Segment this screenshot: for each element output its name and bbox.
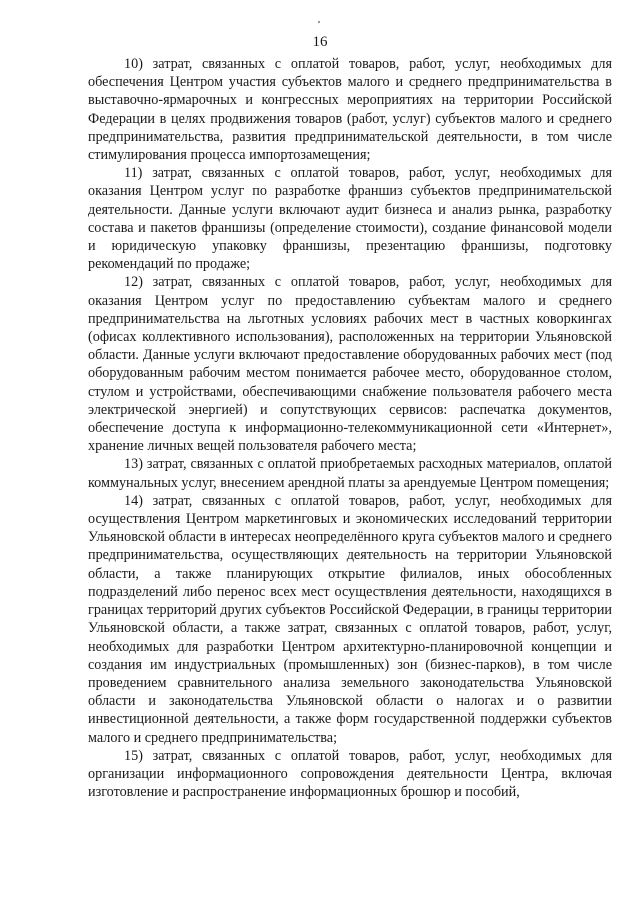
paragraph-item-12: 12) затрат, связанных с оплатой товаров, работ, услуг, необходимых для оказания Центром услуг по предоставлению субъектам малого и среднего предпринимательства на льготных условиях рабочих мест в частных коворкингах (офисах коллективного использования), расположенных на территории Ульяновской области. Данные услуги включают предоставление оборудованных рабочих мест (под оборудованным рабочим местом понимается рабочее место, оборудованное столом, стулом и устройствами, обеспечивающими снабжение пользователя рабочего места электрической энергией) и сопутствующих сервисов: распечатка документов, обеспечение доступа к информационно-телекоммуникационной сети «Интернет», хранение личных вещей пользователя рабочего места;	[88, 274, 612, 455]
document-body	[88, 55, 612, 801]
page-number: 16	[312, 34, 328, 50]
paragraph-item-13: 13) затрат, связанных с оплатой приобретаемых расходных материалов, оплатой коммунальных услуг, внесением арендной платы за арендуемые Центром помещения;	[88, 456, 612, 491]
paragraph-item-11: 11) затрат, связанных с оплатой товаров, работ, услуг, необходимых для оказания Центром услуг по разработке франшиз субъектов предпринимательской деятельности. Данные услуги включают аудит бизнеса и анализ рынка, разработку состава и пакетов франшизы (определение стоимости), создание финансовой модели и юридическую упаковку франшизы, презентацию франшизы, подготовку рекомендаций по продаже;	[88, 165, 612, 273]
paragraph-item-15: 15) затрат, связанных с оплатой товаров, работ, услуг, необходимых для организации информационного сопровождения деятельности Центра, включая изготовление и распространение информационных брошюр и пособий,	[88, 747, 612, 801]
paragraph-item-14: 14) затрат, связанных с оплатой товаров, работ, услуг, необходимых для осуществления Центром маркетинговых и экономических исследований территории Ульяновской области в интересах неопределённого круга субъектов малого и среднего предпринимательства, осуществляющих деятельность на территории Ульяновской области, а также планирующих открытие филиалов, иных обособленных подразделений либо перенос всех мест осуществления деятельности, находящихся в границах территорий других субъектов Российской Федерации, в границы территории Ульяновской области, а также затрат, связанных с оплатой товаров, работ, услуг, необходимых для разработки Центром архитектурно-планировочной концепции и создания им индустриальных (промышленных) зон (бизнес-парков), в том числе проведением сравнительного анализа земельного законодательства Ульяновской области и законодательства Ульяновской области о налогах и о развитии инвестиционной деятельности, а также форм государственной поддержки субъектов малого и среднего предпринимательства;	[88, 492, 612, 746]
paragraph-item-10: 10) затрат, связанных с оплатой товаров, работ, услуг, необходимых для обеспечения Центром участия субъектов малого и среднего предпринимательства в выставочно-ярмарочных и конгрессных мероприятиях на территории Российской Федерации в целях продвижения товаров (работ, услуг) субъектов малого и среднего предпринимательства, развития предпринимательской деятельности, в том числе стимулирования процесса импортозамещения;	[88, 56, 612, 164]
scan-artifact	[318, 21, 320, 23]
